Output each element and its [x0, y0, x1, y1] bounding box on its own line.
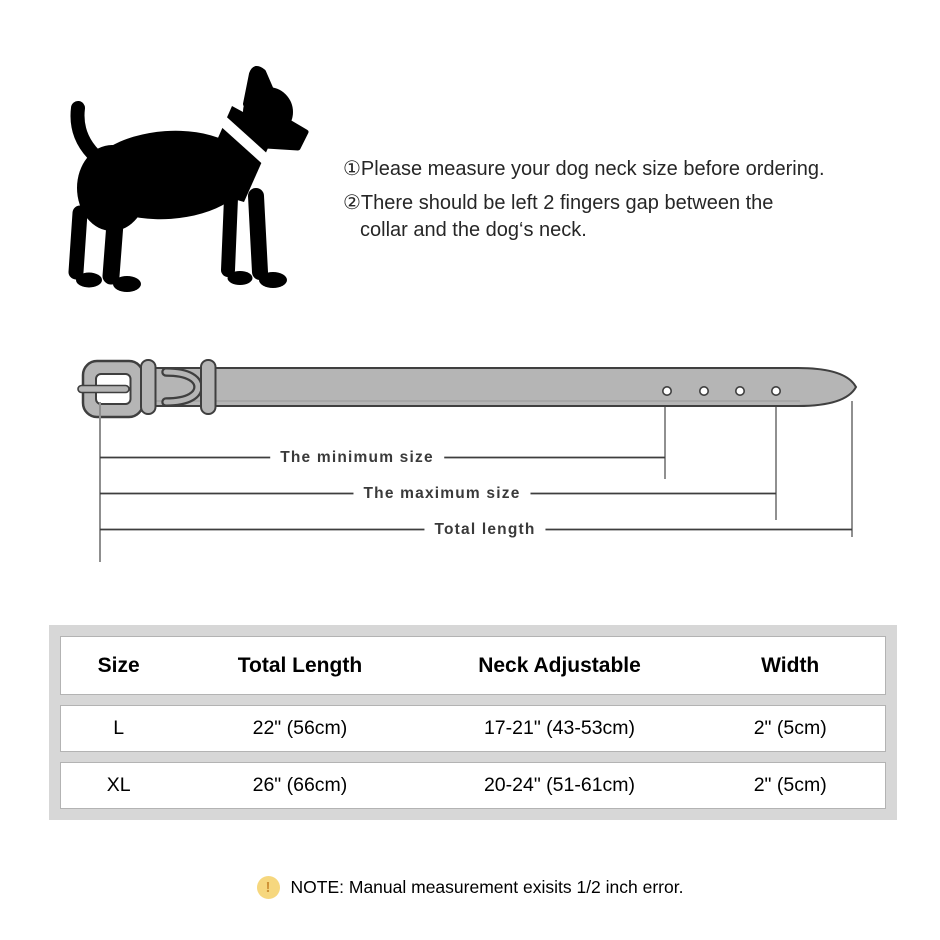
strap-hole — [736, 387, 744, 395]
col-header-neck-adjustable: Neck Adjustable — [478, 653, 641, 677]
instruction-line-2: ②There should be left 2 fingers gap between the — [343, 192, 774, 214]
col-header-size: Size — [97, 653, 140, 677]
col-header-total-length: Total Length — [237, 653, 363, 677]
dog-hind-leg-far — [76, 213, 80, 272]
collar-strap — [117, 368, 856, 406]
keeper-loop — [141, 360, 156, 414]
buckle-pin — [78, 386, 129, 393]
dog-muzzle — [266, 112, 306, 148]
instruction-line-3: collar and the dog‘s neck. — [360, 219, 587, 241]
dog-front-leg-near — [256, 196, 260, 272]
dog-front-leg-far — [228, 198, 231, 270]
strap-hole — [663, 387, 671, 395]
label-total-length: Total length — [424, 521, 545, 539]
cell-neck-adjustable: 17-21" (43-53cm) — [483, 717, 636, 739]
dog-paw — [228, 271, 253, 285]
exclamation-icon: ! — [257, 876, 280, 899]
label-minimum-size: The minimum size — [270, 449, 444, 467]
cell-neck-adjustable: 20-24" (51-61cm) — [483, 774, 636, 796]
cell-width: 2" (5cm) — [753, 774, 827, 796]
note-text: NOTE: Manual measurement exisits 1/2 inch error. — [290, 877, 684, 897]
instructions — [343, 156, 923, 244]
table-row-xl — [60, 762, 886, 809]
instruction-line-1: ①Please measure your dog neck size before ordering. — [343, 158, 825, 180]
dog-paw — [76, 273, 102, 288]
strap-hole — [772, 387, 780, 395]
dog-paw — [113, 276, 141, 292]
cell-width: 2" (5cm) — [753, 717, 827, 739]
cell-size: XL — [106, 774, 131, 796]
collar-diagram — [0, 345, 940, 575]
cell-size: L — [113, 717, 125, 739]
dog-paw — [259, 272, 287, 288]
table-header-row — [60, 636, 886, 695]
label-maximum-size: The maximum size — [353, 485, 530, 503]
dog-thigh — [77, 145, 147, 231]
col-header-width: Width — [761, 653, 820, 677]
dog-silhouette — [40, 50, 340, 310]
cell-total-length: 22" (56cm) — [252, 717, 348, 739]
table-row-l — [60, 705, 886, 752]
size-table — [49, 625, 897, 820]
cell-total-length: 26" (66cm) — [252, 774, 348, 796]
keeper-loop — [201, 360, 216, 414]
strap-hole — [700, 387, 708, 395]
dog-ear — [246, 69, 276, 104]
note — [0, 876, 940, 899]
